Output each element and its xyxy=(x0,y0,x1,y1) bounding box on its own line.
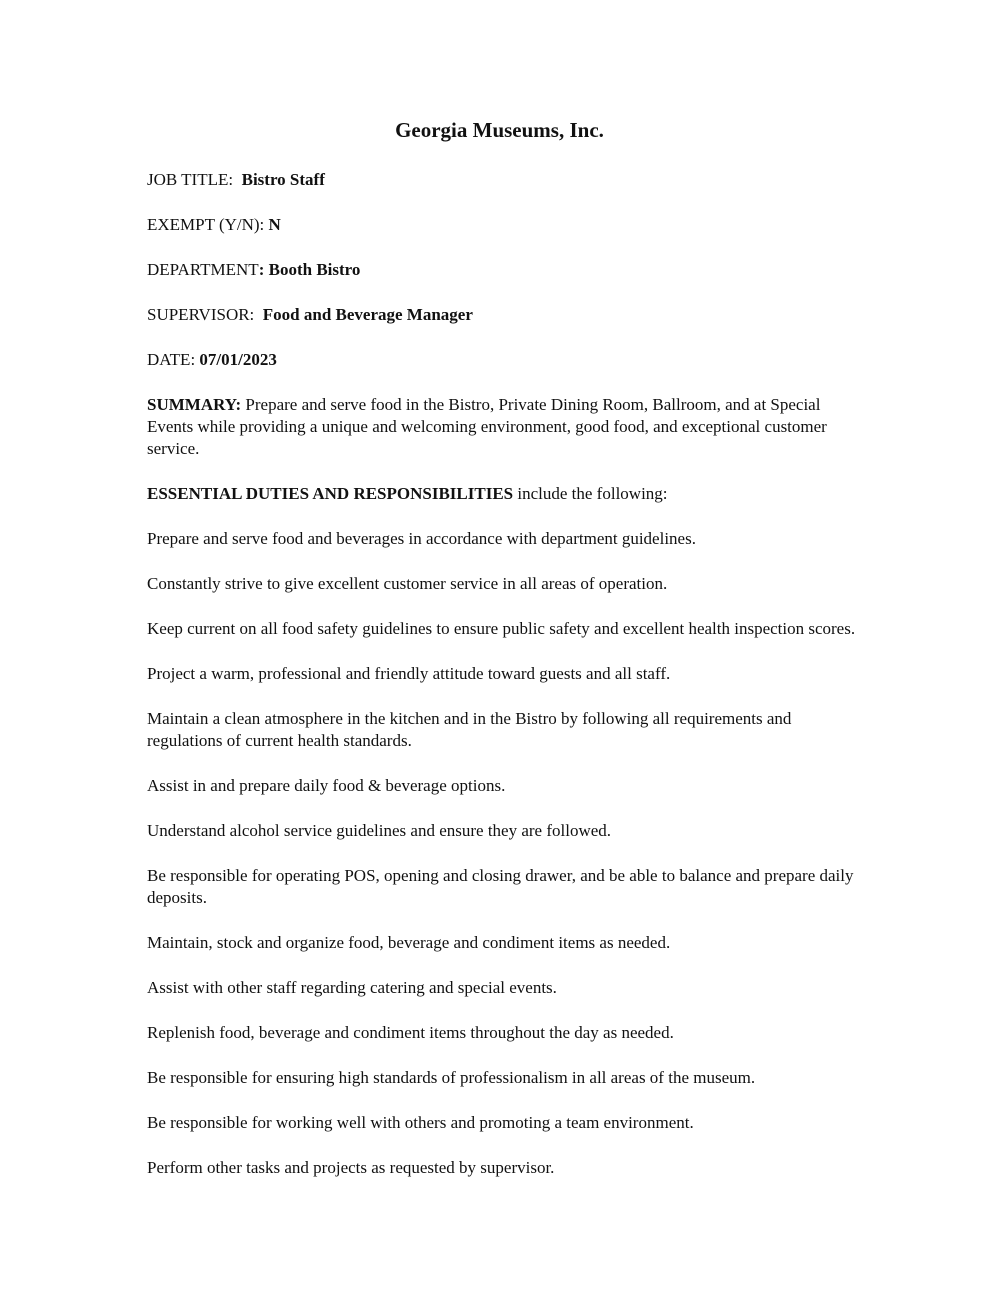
exempt-label: EXEMPT (Y/N): xyxy=(147,215,265,234)
job-title-field xyxy=(147,169,867,191)
exempt-value: N xyxy=(268,215,281,234)
date-value: 07/01/2023 xyxy=(199,350,277,369)
supervisor-field xyxy=(147,304,867,326)
duty-item: Prepare and serve food and beverages in accordance with department guidelines. xyxy=(147,529,696,548)
duty-item: Understand alcohol service guidelines and ensure they are followed. xyxy=(147,821,612,840)
duty-item: Assist with other staff regarding catering and special events. xyxy=(147,978,557,997)
summary-paragraph xyxy=(147,394,867,460)
duty-item: Be responsible for operating POS, opening and closing drawer, and be able to balance and prepare daily deposits. xyxy=(147,866,854,907)
date-field xyxy=(147,349,867,371)
summary-text: Prepare and serve food in the Bistro, Private Dining Room, Ballroom, and at Special Events while providing a unique and welcoming environment, good food, and exceptional customer service. xyxy=(147,395,827,458)
job-title-value: Bistro Staff xyxy=(241,170,325,189)
duty-item: Maintain, stock and organize food, beverage and condiment items as needed. xyxy=(147,933,671,952)
duty-item: Constantly strive to give excellent customer service in all areas of operation. xyxy=(147,574,668,593)
duty-item: Be responsible for ensuring high standards of professionalism in all areas of the museum. xyxy=(147,1068,756,1087)
department-field xyxy=(147,259,867,281)
job-title-label: JOB TITLE: xyxy=(147,170,234,189)
duty-item: Perform other tasks and projects as requested by supervisor. xyxy=(147,1158,555,1177)
duties-heading-label: ESSENTIAL DUTIES AND RESPONSIBILITIES xyxy=(147,484,514,503)
department-value: : Booth Bistro xyxy=(258,260,361,279)
duty-item: Replenish food, beverage and condiment items throughout the day as needed. xyxy=(147,1023,674,1042)
duty-item: Assist in and prepare daily food & beverage options. xyxy=(147,776,506,795)
duty-item: Be responsible for working well with others and promoting a team environment. xyxy=(147,1113,694,1132)
duties-heading-suffix: include the following: xyxy=(517,484,668,503)
summary-label: SUMMARY: xyxy=(147,395,242,414)
supervisor-label: SUPERVISOR: xyxy=(147,305,255,324)
duties-heading xyxy=(147,483,867,505)
duty-item: Maintain a clean atmosphere in the kitchen and in the Bistro by following all requirements and regulations of current health standards. xyxy=(147,709,792,750)
exempt-field xyxy=(147,214,867,236)
date-label: DATE: xyxy=(147,350,196,369)
supervisor-value: Food and Beverage Manager xyxy=(262,305,473,324)
department-label: DEPARTMENT xyxy=(147,260,259,279)
duty-item: Keep current on all food safety guidelines to ensure public safety and excellent health inspection scores. xyxy=(147,619,856,638)
document-title: Georgia Museums, Inc. xyxy=(395,118,604,142)
duty-item: Project a warm, professional and friendly attitude toward guests and all staff. xyxy=(147,664,671,683)
document-body xyxy=(147,169,867,1202)
